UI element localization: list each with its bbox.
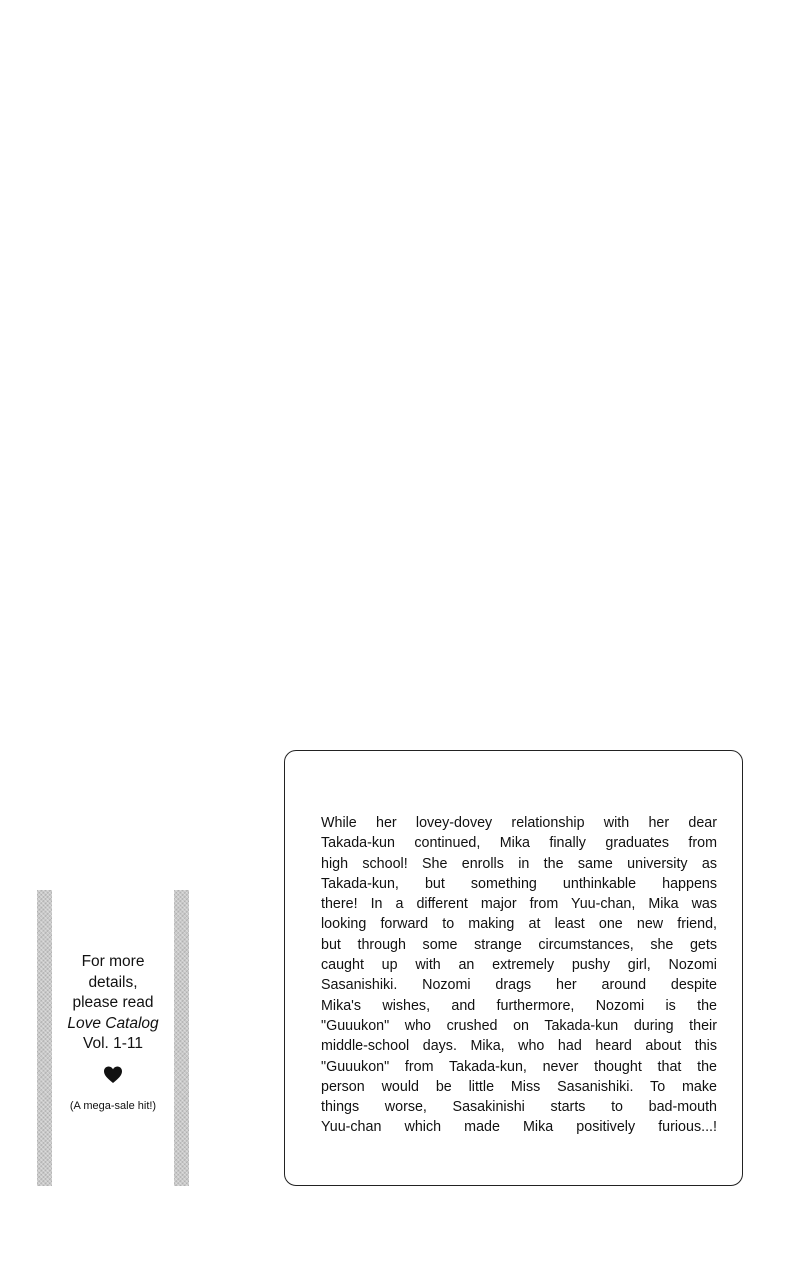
synopsis-line: there! In a different major from Yuu-chan, Mika was <box>321 896 717 913</box>
synopsis-line: person would be little Miss Sasanishiki. To make <box>321 1078 717 1095</box>
synopsis-line: caught up with an extremely pushy girl, Nozomi <box>321 957 717 974</box>
synopsis-line: Takada-kun, but something unthinkable happens <box>321 875 717 892</box>
decorative-stripe-left <box>37 890 52 1186</box>
synopsis-line: but through some strange circumstances, she gets <box>321 936 717 953</box>
promo-book-title: Love Catalog <box>67 1014 159 1032</box>
promo-line-3: please read <box>72 994 154 1011</box>
decorative-stripe-right <box>174 890 189 1186</box>
promo-line-1: For more <box>81 953 145 970</box>
promo-tagline: (A mega-sale hit!) <box>69 1099 157 1112</box>
synopsis-line: While her lovey-dovey relationship with her dear <box>321 815 717 831</box>
synopsis-line: Takada-kun continued, Mika finally graduates from <box>321 835 717 852</box>
synopsis-line: middle-school days. Mika, who had heard about this <box>321 1038 717 1055</box>
synopsis-line: high school! She enrolls in the same university as <box>321 855 717 872</box>
synopsis-line: "Guuukon" who crushed on Takada-kun during their <box>321 1017 717 1034</box>
heart-icon <box>103 1065 123 1085</box>
synopsis-line: things worse, Sasakinishi starts to bad-mouth <box>321 1099 717 1116</box>
synopsis-line: Yuu-chan which made Mika positively furious...! <box>321 1119 717 1136</box>
promo-line-2: details, <box>88 973 138 991</box>
synopsis-line: Mika's wishes, and furthermore, Nozomi is the <box>321 997 717 1014</box>
synopsis-text <box>321 813 717 1138</box>
synopsis-line: "Guuukon" from Takada-kun, never thought that the <box>321 1058 717 1075</box>
promo-volumes: Vol. 1-11 <box>82 1035 144 1052</box>
synopsis-line: looking forward to making at least one new friend, <box>321 916 717 933</box>
sidebar-promo <box>52 952 174 1113</box>
synopsis-line: Sasanishiki. Nozomi drags her around despite <box>321 977 717 994</box>
